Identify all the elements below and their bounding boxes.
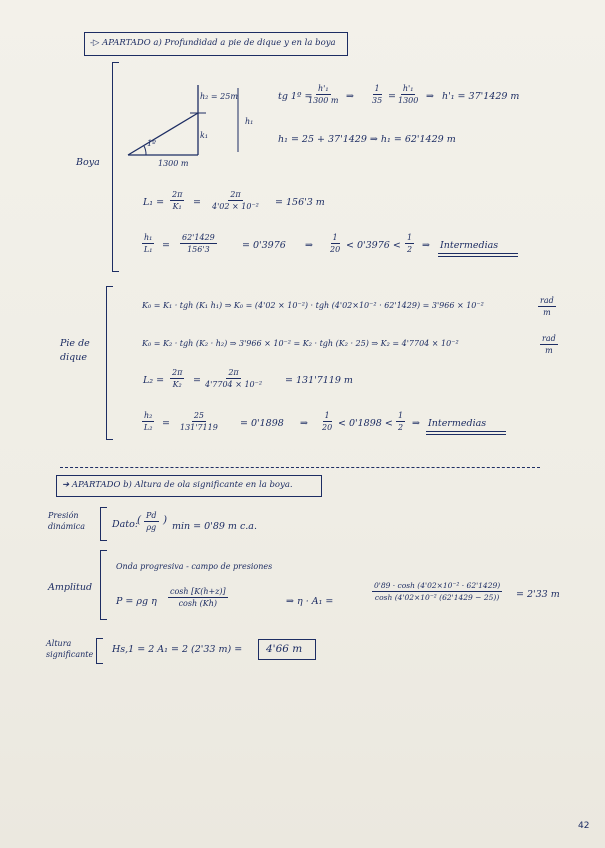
amp-p: P = ρg η (116, 596, 157, 607)
presion-bracket (100, 507, 107, 541)
altura-eq: Hs,1 = 2 A₁ = 2 (2'33 m) = (112, 644, 243, 655)
eq6: K₀ = K₂ · tgh (K₂ · h₂) ⇒ 3'966 × 10⁻² = K₂ · tgh (K₂ · 25) ⇒ K₂ = 4'7704 × 10⁻² (142, 339, 459, 348)
eq8-cmp-fraction: $\frac{1}{20}$ (322, 411, 333, 432)
pie-dique-label: Pie de dique (60, 338, 90, 364)
eq2: h₁ = 25 + 37'1429 ⇒ h₁ = 62'1429 m (278, 134, 456, 145)
presion-paren-close: ) (163, 514, 168, 526)
amp-result: = 2'33 m (516, 589, 560, 600)
boya-label: Boya (76, 157, 100, 168)
eq4-cmp-fraction: $\frac{1}{20}$ (330, 233, 341, 254)
eq1-fraction: $\frac{\text{h'₁}}{1300 m}$ (308, 84, 339, 105)
eq7-fraction-2: $\frac{2\pi}{\text{4'7704 × 10⁻²}}$ (205, 368, 263, 389)
presion-result: min = 0'89 m c.a. (172, 521, 257, 532)
eq1-mid-fraction: $\frac{1}{35}$ (372, 84, 383, 105)
presion-label: Presión dinámica (48, 511, 85, 532)
diagram-h2: h₂ = 25m (200, 92, 238, 101)
amp-note: Onda progresiva - campo de presiones (116, 562, 273, 571)
diagram-base: 1300 m (158, 159, 189, 168)
eq4-class: Intermedias (440, 240, 499, 251)
amplitud-label: Amplitud (48, 582, 93, 593)
eq4-fraction-2: $\frac{62'1429}{156'3}$ (182, 233, 215, 254)
eq8-class-underline-2 (426, 434, 506, 435)
eq8-fraction-2: $\frac{25}{131'7119}$ (180, 411, 218, 432)
eq3-lhs: L₁ = (143, 197, 165, 208)
eq8-cmp-mid: < 0'1898 < (338, 418, 393, 429)
diagram-angle: 1º (147, 139, 156, 148)
eq4-cmp-fraction-2: $\frac{1}{2}$ (407, 233, 413, 254)
eq3-fraction-2: $\frac{2\pi}{\text{4'02 × 10⁻²}}$ (212, 190, 259, 211)
eq4-fraction: $\frac{\text{h₁}}{\text{L₁}}$ (143, 233, 153, 254)
eq7-equals: = (193, 375, 201, 386)
altura-result: 4'66 m (266, 643, 303, 655)
amp-arrow: ⇒ η · A₁ = (286, 596, 334, 607)
eq1-arrow: ⇒ (346, 91, 354, 102)
eq4-equals: = (162, 240, 170, 251)
eq4-class-underline (438, 253, 518, 254)
presion-paren-open: ( (137, 514, 142, 526)
eq3-fraction: $\frac{2\pi}{\text{K₁}}$ (172, 190, 183, 211)
eq1-arrow-2: ⇒ (426, 91, 434, 102)
eq8-result: = 0'1898 (240, 418, 284, 429)
eq8-fraction: $\frac{\text{h₂}}{\text{L₂}}$ (143, 411, 153, 432)
pie-dique-bracket (106, 286, 113, 440)
eq8-equals: = (162, 418, 170, 429)
altura-bracket (96, 638, 103, 664)
eq7-lhs: L₂ = (143, 375, 165, 386)
eq4-class-underline-2 (438, 256, 518, 257)
eq8-class: Intermedias (428, 418, 487, 429)
eq8-cmp-fraction-2: $\frac{1}{2}$ (398, 411, 404, 432)
eq7-result: = 131'7119 m (285, 375, 353, 386)
eq4-arrow: ⇒ (305, 240, 313, 251)
eq4-result: = 0'3976 (242, 240, 286, 251)
eq4-arrow-2: ⇒ (422, 240, 430, 251)
eq7-fraction: $\frac{2\pi}{\text{K₂}}$ (172, 368, 183, 389)
boya-bracket (112, 62, 119, 272)
eq8-arrow: ⇒ (300, 418, 308, 429)
eq1-result: h'₁ = 37'1429 m (442, 91, 520, 102)
amp-fraction-2: $\frac{\text{0'89 · cosh (4'02×10⁻² · 62'1429)}}{\text{cosh (4'02×10⁻² (62'1429 − 25))}}$ (374, 581, 501, 602)
eq1-mid-fraction-2: $\frac{\text{h'₁}}{1300}$ (398, 84, 419, 105)
presion-fraction: $\frac{Pd}{\rho g}$ (146, 511, 157, 532)
section-separator (60, 467, 540, 468)
eq8-class-underline (426, 431, 506, 432)
eq1-lhs: tg 1º = (278, 91, 313, 102)
diagram-h1: h₁ (245, 117, 254, 126)
eq8-arrow-2: ⇒ (412, 418, 420, 429)
section-b-heading: ➔ APARTADO b) Altura de ola significante en la boya. (62, 480, 293, 490)
eq4-cmp-mid: < 0'3976 < (346, 240, 401, 251)
eq3-equals: = (193, 197, 201, 208)
eq5-unit: rad m (540, 296, 554, 317)
section-a-heading: -▷ APARTADO a) Profundidad a pie de dique y en la boya (90, 38, 336, 48)
eq5: K₀ = K₁ · tgh (K₁ h₁) ⇒ K₀ = (4'02 × 10⁻²) · tgh (4'02×10⁻² · 62'1429) = 3'966 × 10⁻² (142, 301, 484, 310)
altura-label: Altura significante (46, 639, 94, 660)
amp-fraction: $\frac{\cosh [K(h+z)]}{\cosh (Kh)}$ (170, 587, 226, 608)
amplitud-bracket (100, 550, 107, 620)
eq1-equals: = (388, 91, 396, 102)
page-number: 42 (578, 821, 590, 831)
eq6-unit: rad m (542, 334, 556, 355)
diagram-k1: k₁ (200, 131, 209, 140)
presion-dato: Dato: (112, 519, 139, 530)
eq3-result: = 156'3 m (275, 197, 325, 208)
